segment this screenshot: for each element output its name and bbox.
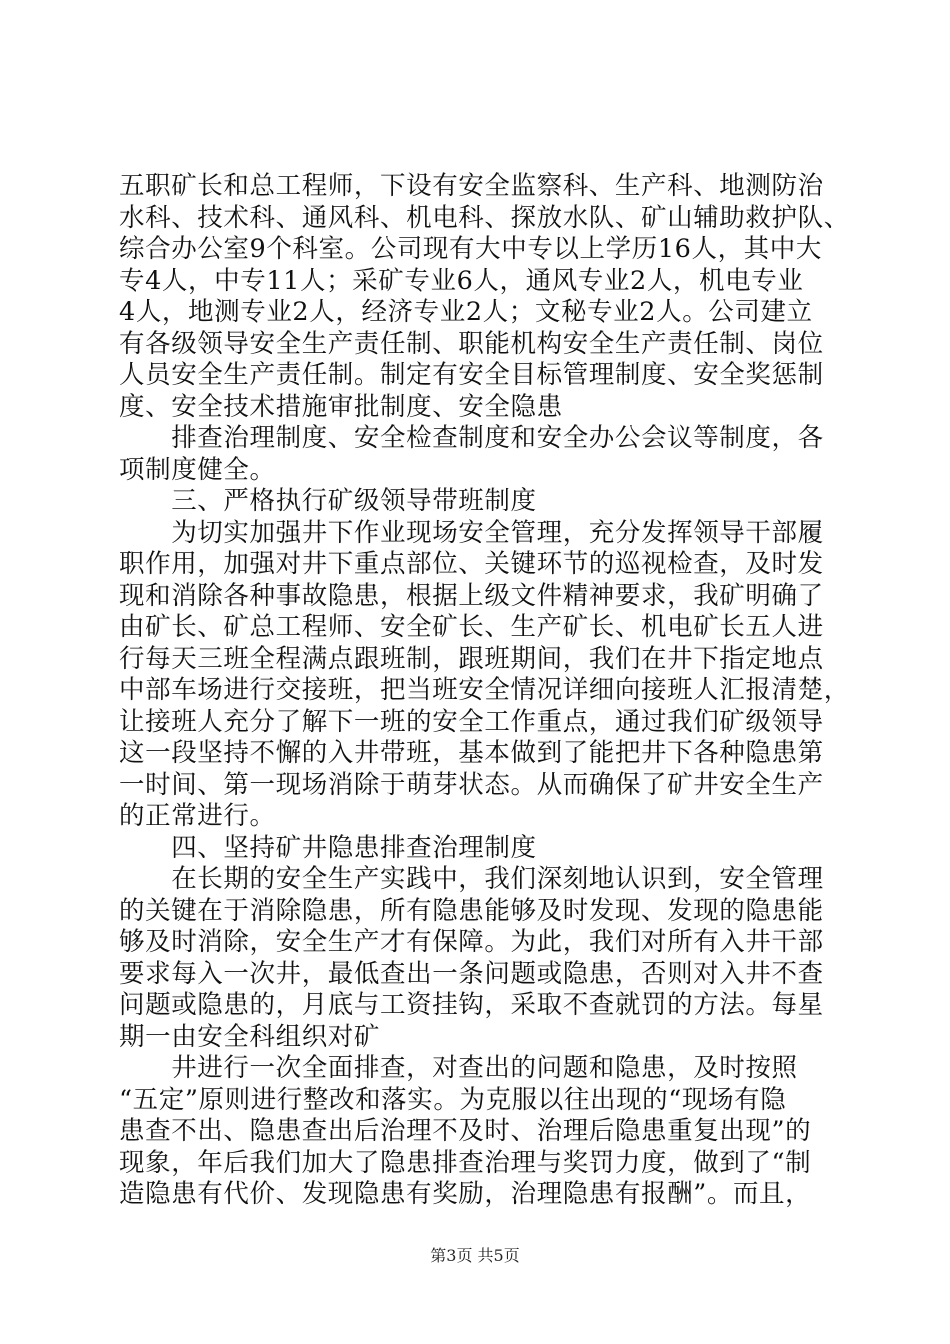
text-line: 有各级领导安全生产责任制、职能机构安全生产责任制、岗位 <box>119 328 824 359</box>
text-line: 综合办公室9个科室。公司现有大中专以上学历16人，其中大 <box>119 234 822 264</box>
text-line: 中部车场进行交接班，把当班安全情况详细向接班人汇报清楚， <box>119 675 850 705</box>
section-heading: 三、严格执行矿级领导带班制度 <box>119 486 537 516</box>
text-line: 患查不出、隐患查出后治理不及时、治理后隐患重复出现”的 <box>119 1116 812 1146</box>
page-number-label: 第3页 共5页 <box>430 1246 520 1265</box>
text-line: 项制度健全。 <box>119 454 276 485</box>
text-line: 让接班人充分了解下一班的安全工作重点，通过我们矿级领导 <box>119 706 824 737</box>
text-line: 职作用，加强对井下重点部位、关键环节的巡视检查，及时发 <box>119 549 824 579</box>
text-line: 的正常进行。 <box>119 801 276 831</box>
text-line: 这一段坚持不懈的入井带班，基本做到了能把井下各种隐患第 <box>119 738 824 768</box>
text-line: 一时间、第一现场消除于萌芽状态。从而确保了矿井安全生产 <box>119 769 824 800</box>
page-footer <box>0 1246 950 1266</box>
section-heading: 四、坚持矿井隐患排查治理制度 <box>119 832 537 863</box>
text-line: 期一由安全科组织对矿 <box>119 1021 381 1052</box>
text-line: 问题或隐患的，月底与工资挂钩，采取不查就罚的方法。每星 <box>119 990 824 1020</box>
text-line: 为切实加强井下作业现场安全管理，充分发挥领导干部履 <box>119 517 824 548</box>
document-body <box>119 171 850 1211</box>
text-line: 造隐患有代价、发现隐患有奖励，治理隐患有报酬”。而且， <box>119 1179 812 1209</box>
text-line: 井进行一次全面排查，对查出的问题和隐患，及时按照 <box>119 1053 798 1083</box>
text-line: 够及时消除，安全生产才有保障。为此，我们对所有入井干部 <box>119 927 824 957</box>
text-line: 的关键在于消除隐患，所有隐患能够及时发现、发现的隐患能 <box>119 895 824 926</box>
text-line: 五职矿长和总工程师，下设有安全监察科、生产科、地测防治 <box>119 171 824 201</box>
text-line: 排查治理制度、安全检查制度和安全办公会议等制度，各 <box>119 423 824 453</box>
text-line: 要求每入一次井，最低查出一条问题或隐患，否则对入井不查 <box>119 958 824 989</box>
text-line: 4人，地测专业2人，经济专业2人；文秘专业2人。公司建立 <box>119 297 813 327</box>
text-line: 水科、技术科、通风科、机电科、探放水队、矿山辅助救护队、 <box>119 202 850 233</box>
text-line: 行每天三班全程满点跟班制，跟班期间，我们在井下指定地点 <box>119 643 824 674</box>
text-line: 度、安全技术措施审批制度、安全隐患 <box>119 391 563 422</box>
text-line: 专4人，中专11人；采矿专业6人，通风专业2人，机电专业 <box>119 265 804 296</box>
text-line: 由矿长、矿总工程师、安全矿长、生产矿长、机电矿长五人进 <box>119 612 824 642</box>
text-line: “五定”原则进行整改和落实。为克服以往出现的“现场有隐 <box>119 1084 787 1115</box>
text-line: 现象，年后我们加大了隐患排查治理与奖罚力度，做到了“制 <box>119 1147 812 1178</box>
text-line: 人员安全生产责任制。制定有安全目标管理制度、安全奖惩制 <box>119 360 824 390</box>
text-line: 现和消除各种事故隐患，根据上级文件精神要求，我矿明确了 <box>119 580 824 611</box>
text-line: 在长期的安全生产实践中，我们深刻地认识到，安全管理 <box>119 864 824 894</box>
